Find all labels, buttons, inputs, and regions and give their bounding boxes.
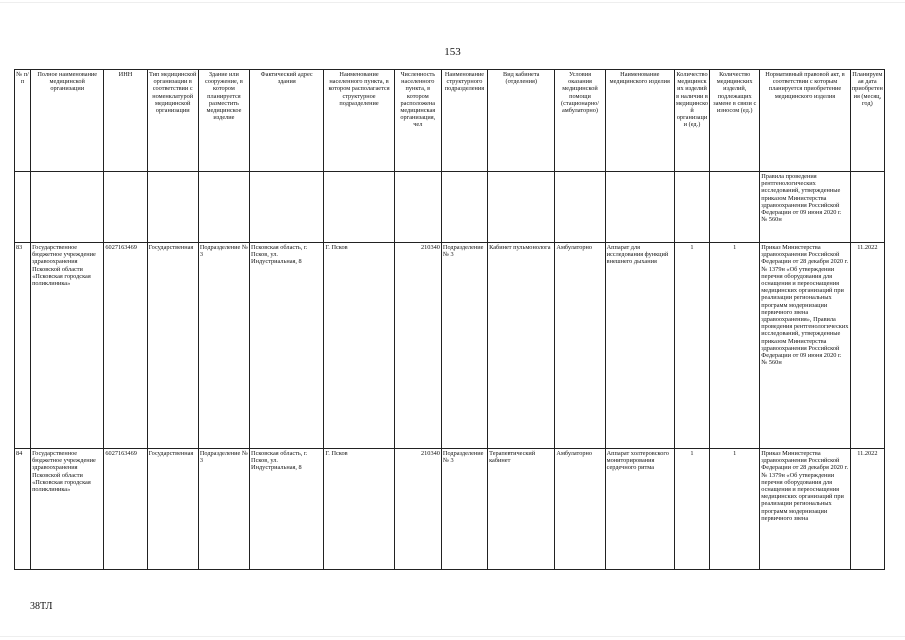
cell-law: Приказ Министерства здравоохранения Российской Федерации от 28 декабря 2020 г. № 1379н «Об утверждении перечня оборудования для оснащения и переоснащения медицинских организаций при реализации региональных программ модернизации первичного звена здравоохранения», Правила проведения рентгенологических исследований, утвержденные приказом Министерства здравоохранения Российской Федерации от 09 июня 2020 г. № 560н [760,243,850,449]
page-number: 153 [444,46,461,58]
cell-qty-have: 1 [674,449,709,570]
equipment-table [14,69,885,570]
cell-cabinet: Кабинет пульмонолога [488,243,555,449]
cell-population: 210340 [394,449,441,570]
cell-num: 83 [15,243,31,449]
header-population: Численность населенного пункта, в котором расположена медицинская организация, чел [394,70,441,172]
scan-edge-top [0,2,905,3]
cell-locality: Г. Псков [324,449,394,570]
footer-code: 38ТЛ [30,601,53,612]
cell-device: Аппарат холтеровского мониторирования сердечного ритма [605,449,674,570]
cell-type: Государственная [147,243,198,449]
cell-type: Государственная [147,449,198,570]
header-inn: ИНН [104,70,147,172]
cell-qty-replace: 1 [710,243,760,449]
table-row [15,243,885,449]
continuation-law-cell: Правила проведения рентгенологических исследований, утвержденные приказом Министерства здравоохранения Российской Федерации от 09 июня 2020 г. № 560н [760,172,850,243]
cell-qty-replace: 1 [710,449,760,570]
header-device: Наименование медицинского изделия [605,70,674,172]
cell-date: 11.2022 [850,243,884,449]
cell-qty-have: 1 [674,243,709,449]
cell-device: Аппарат для исследования функций внешнего дыхания [605,243,674,449]
header-qty-have: Количество медицинских изделий в наличии в медицинской организации (ед.) [674,70,709,172]
cell-law: Приказ Министерства здравоохранения Российской Федерации от 28 декабря 2020 г. № 1379н «Об утверждении перечня оборудования для оснащения и переоснащения медицинских организаций при реализации региональных программ модернизации первичного звена [760,449,850,570]
header-conditions: Условия оказания медицинской помощи (стационарно/ амбулаторно) [555,70,605,172]
cell-org: Государственное бюджетное учреждение здравоохранения Псковской области «Псковская городская поликлиника» [31,243,104,449]
table-row [15,449,885,570]
continuation-row [15,172,885,243]
header-address: Фактический адрес здания [250,70,324,172]
cell-conditions: Амбулаторно [555,449,605,570]
cell-inn: 6027163469 [104,243,147,449]
header-cabinet: Вид кабинета (отделения) [488,70,555,172]
header-type: Тип медицинской организации в соответствии с номенклатурой медицинской организации [147,70,198,172]
header-num: № п/п [15,70,31,172]
cell-conditions: Амбулаторно [555,243,605,449]
cell-unit: Подразделение № 3 [441,243,487,449]
scan-edge-bottom [0,636,905,637]
cell-org: Государственное бюджетное учреждение здравоохранения Псковской области «Псковская городская поликлиника» [31,449,104,570]
header-locality: Наименование населенного пункта, в котором располагается структурное подразделение [324,70,394,172]
cell-population: 210340 [394,243,441,449]
cell-building: Подразделение № 3 [198,449,249,570]
header-org: Полное наименование медицинской организации [31,70,104,172]
header-qty-replace: Количество медицинских изделий, подлежащих замене в связи с износом (ед.) [710,70,760,172]
cell-unit: Подразделение № 3 [441,449,487,570]
header-law: Нормативный правовой акт, в соответствии с которым планируется приобретение медицинского изделия [760,70,850,172]
cell-cabinet: Терапевтический кабинет [488,449,555,570]
header-building: Здание или сооружение, в котором планируется разместить медицинское изделие [198,70,249,172]
header-row [15,70,885,172]
cell-building: Подразделение № 3 [198,243,249,449]
cell-num: 84 [15,449,31,570]
cell-date: 11.2022 [850,449,884,570]
cell-locality: Г. Псков [324,243,394,449]
cell-inn: 6027163469 [104,449,147,570]
cell-address: Псковская область, г. Псков, ул. Индустриальная, 8 [250,449,324,570]
header-unit: Наименование структурного подразделения [441,70,487,172]
cell-address: Псковская область, г. Псков, ул. Индустриальная, 8 [250,243,324,449]
header-date: Планируемая дата приобретения (месяц, год) [850,70,884,172]
